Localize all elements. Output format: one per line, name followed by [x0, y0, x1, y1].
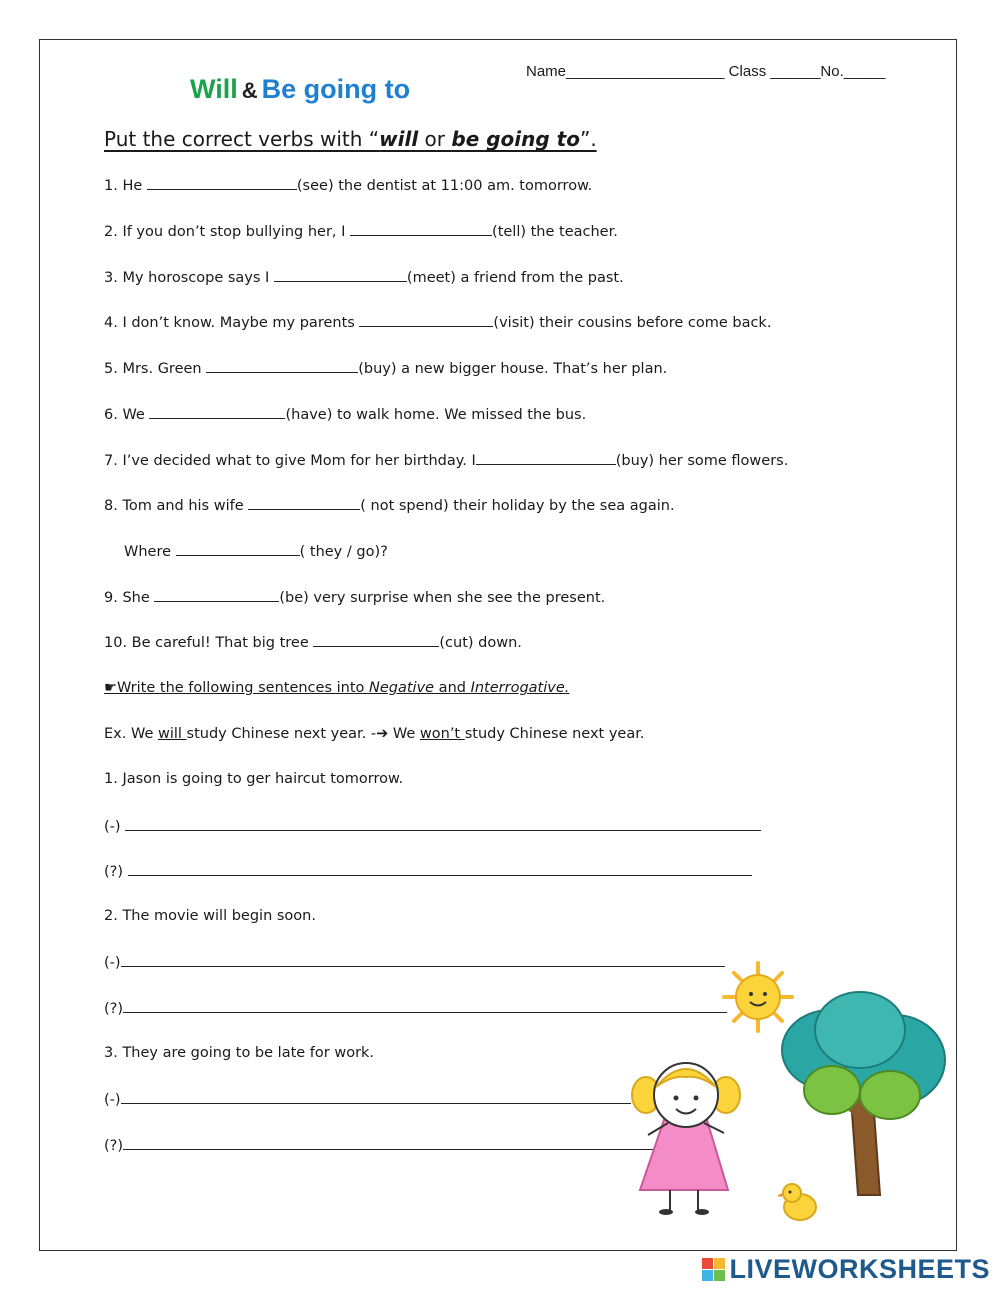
ex-post: study Chinese next year.	[464, 726, 645, 742]
answer-blank[interactable]	[248, 497, 360, 510]
girl-icon	[632, 1063, 740, 1215]
q-verb: (buy) a new bigger house. That’s her plan.	[358, 361, 668, 377]
q-verb: (have) to walk home. We missed the bus.	[285, 407, 587, 423]
instruction-bgt: be going to	[451, 127, 580, 151]
question-8	[104, 497, 675, 514]
answer-blank[interactable]	[176, 543, 300, 556]
item-2-sentence: 2. The movie will begin soon.	[104, 908, 316, 924]
question-1	[104, 177, 592, 194]
answer-blank[interactable]	[313, 634, 439, 647]
worksheet-title	[190, 74, 410, 105]
question-6	[104, 406, 586, 423]
pointing-hand-icon: ☛	[104, 680, 117, 696]
neg-label: (-)	[104, 819, 121, 835]
answer-line[interactable]	[121, 1091, 631, 1104]
q-verb: (cut) down.	[439, 635, 522, 651]
question-10	[104, 634, 522, 651]
answer-blank[interactable]	[274, 269, 407, 282]
q-text: 2. If you don’t stop bullying her, I	[104, 224, 351, 240]
liveworksheets-logo	[702, 1254, 990, 1285]
name-class-no-line[interactable]: Name___________________ Class ______No._____	[526, 63, 886, 80]
neg-label: (-)	[104, 1092, 121, 1108]
question-8b	[124, 543, 388, 560]
q-text: 5. Mrs. Green	[104, 361, 207, 377]
q-label: (?)	[104, 864, 124, 880]
q-verb: (be) very surprise when she see the present.	[279, 590, 606, 606]
answer-line[interactable]	[128, 863, 752, 876]
q-text: 10. Be careful! That big tree	[104, 635, 314, 651]
item-1-sentence: 1. Jason is going to ger haircut tomorrow.	[104, 771, 404, 787]
answer-blank[interactable]	[147, 177, 297, 190]
logo-blocks-icon	[702, 1258, 725, 1281]
q-text: 1. He	[104, 178, 147, 194]
q-verb: ( they / go)?	[299, 544, 388, 560]
title-will: Will	[190, 74, 238, 104]
question-7	[104, 452, 788, 469]
q-text: 4. I don’t know. Maybe my parents	[104, 315, 360, 331]
q-text: 8. Tom and his wife	[104, 498, 249, 514]
section-2-interrogative: Interrogative.	[470, 680, 570, 696]
answer-blank[interactable]	[206, 360, 358, 373]
section-2-heading	[104, 680, 569, 696]
answer-blank[interactable]	[359, 314, 493, 327]
item-1-question	[104, 863, 752, 880]
answer-blank[interactable]	[476, 452, 616, 465]
instruction-post: ”.	[579, 127, 597, 151]
q-text: Where	[124, 544, 176, 560]
sun-icon	[724, 963, 792, 1031]
title-be-going-to: Be going to	[261, 74, 411, 104]
answer-blank[interactable]	[149, 406, 285, 419]
logo-text: LIVEWORKSHEETS	[729, 1254, 990, 1284]
instruction-pre: Put the correct verbs with “	[104, 127, 380, 151]
instruction-will: will	[379, 127, 419, 151]
ex-mid2: We	[388, 726, 420, 742]
instruction-heading	[104, 127, 597, 151]
q-text: 3. My horoscope says I	[104, 270, 274, 286]
item-3-negative	[104, 1091, 631, 1108]
ex-pre: Ex. We	[104, 726, 158, 742]
q-label: (?)	[104, 1001, 124, 1017]
ex-will: will	[157, 726, 187, 742]
example-line	[104, 726, 644, 742]
section-2-pre: Write the following sentences into	[117, 680, 369, 696]
q-verb: (tell) the teacher.	[492, 224, 618, 240]
section-2-and: and	[434, 680, 471, 696]
q-text: 9. She	[104, 590, 155, 606]
answer-blank[interactable]	[154, 589, 279, 602]
neg-label: (-)	[104, 955, 121, 971]
section-2-negative: Negative	[369, 680, 435, 696]
answer-line[interactable]	[125, 818, 761, 831]
answer-line[interactable]	[123, 1137, 668, 1150]
tree-icon	[782, 992, 945, 1195]
question-2	[104, 223, 618, 240]
item-3-sentence: 3. They are going to be late for work.	[104, 1045, 375, 1061]
cartoon-illustration	[620, 955, 960, 1235]
question-3	[104, 269, 624, 286]
q-verb: (buy) her some flowers.	[615, 453, 789, 469]
q-verb: (meet) a friend from the past.	[406, 270, 624, 286]
ex-wont: won’t	[419, 726, 465, 742]
answer-blank[interactable]	[350, 223, 492, 236]
bird-icon	[777, 1184, 816, 1220]
question-9	[104, 589, 605, 606]
q-verb: (see) the dentist at 11:00 am. tomorrow.	[296, 178, 593, 194]
q-verb: (visit) their cousins before come back.	[493, 315, 772, 331]
question-4	[104, 314, 771, 331]
question-5	[104, 360, 667, 377]
q-label: (?)	[104, 1138, 124, 1154]
title-ampersand: &	[241, 78, 258, 103]
item-3-question	[104, 1137, 668, 1154]
arrow-right-icon: ➔	[376, 726, 389, 742]
ex-mid: study Chinese next year. -	[186, 726, 377, 742]
instruction-mid: or	[418, 127, 452, 151]
q-text: 7. I’ve decided what to give Mom for her birthday. I	[104, 453, 476, 469]
q-text: 6. We	[104, 407, 150, 423]
q-verb: ( not spend) their holiday by the sea again.	[360, 498, 675, 514]
item-1-negative	[104, 818, 761, 835]
